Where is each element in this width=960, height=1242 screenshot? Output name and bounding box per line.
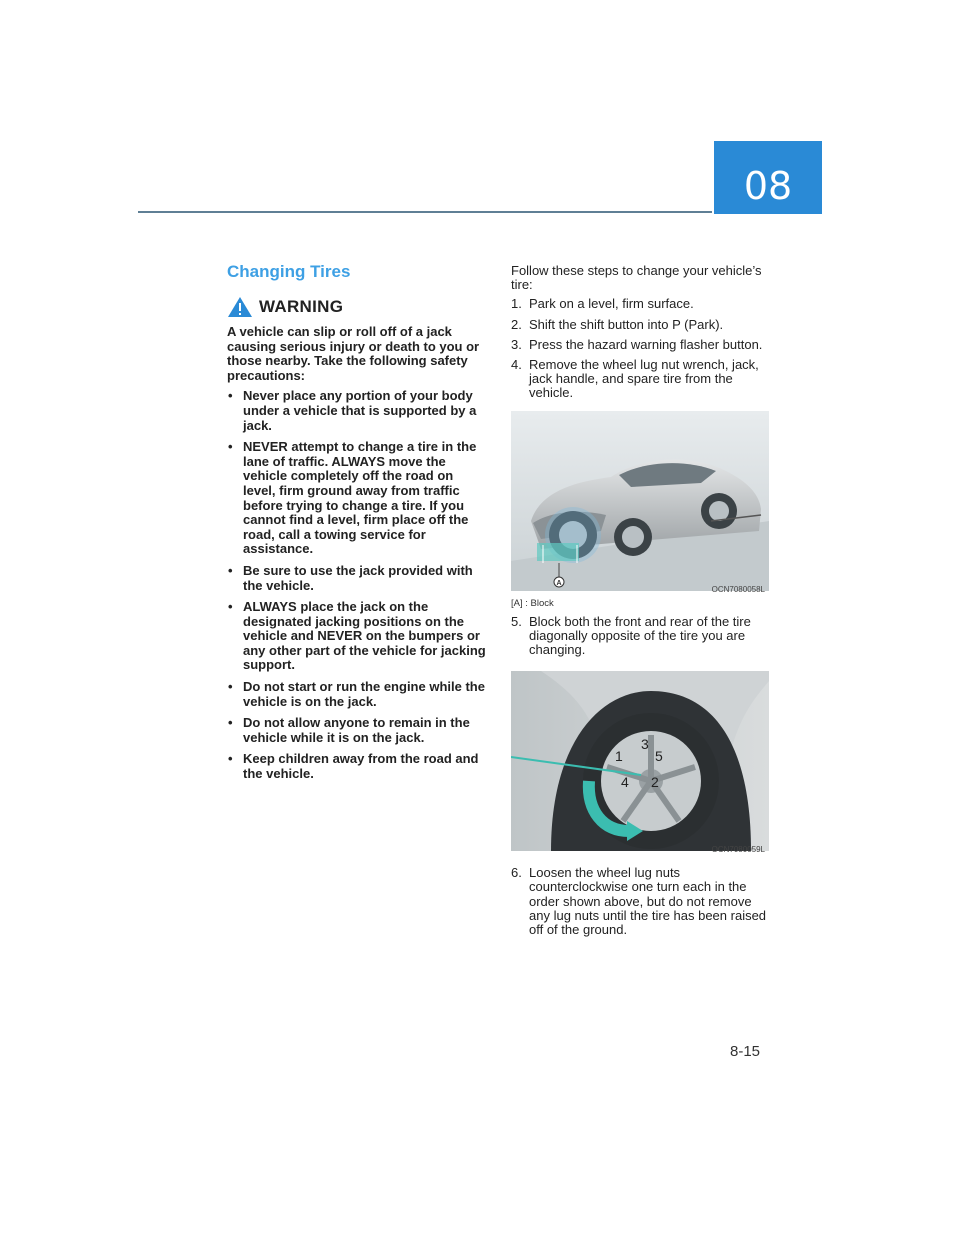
list-item: • Do not allow anyone to remain in the vehicle while it is on the jack. [228, 715, 470, 745]
lug-label-5: 5 [655, 748, 663, 765]
lug-label-2: 2 [651, 774, 659, 791]
list-item: • ALWAYS place the jack on the designated jacking positions on the vehicle and NEVER on the bumpers or any other part of the vehicle for jacking support. [228, 599, 486, 673]
list-item: • Be sure to use the jack provided with the vehicle. [228, 562, 473, 593]
header-rule [138, 211, 712, 213]
wheel-figure [511, 671, 769, 856]
step-item: 4. Remove the wheel lug nut wrench, jack, jack handle, and spare tire from the vehicle. [511, 357, 759, 401]
car-jack-figure [511, 411, 769, 596]
figure-caption: [A] : Block [511, 597, 554, 609]
list-item: • Keep children away from the road and the vehicle. [228, 751, 479, 782]
figure-marker-a: A [556, 579, 562, 587]
step-item: 6. Loosen the wheel lug nuts counterclockwise one turn each in the order shown above, but do not remove any lug nuts until the tire has been raised off of the ground. [511, 865, 767, 938]
step-item: 2. Shift the shift button into P (Park). [511, 316, 724, 332]
wheel-illustration [511, 671, 769, 851]
list-item: • Never place any portion of your body under a vehicle that is supported by a jack. [228, 388, 477, 433]
steps-list-b [511, 615, 773, 658]
chapter-tab: 08 [714, 141, 822, 214]
warning-intro: A vehicle can slip or roll off of a jack causing serious injury or death to you or those nearby. Take the following safety precautions: [227, 324, 480, 383]
lug-label-3: 3 [641, 736, 649, 753]
left-column [227, 262, 489, 789]
list-item: • Do not start or run the engine while the vehicle is on the jack. [228, 679, 485, 709]
lug-label-1: 1 [615, 748, 623, 765]
right-column [511, 264, 773, 943]
steps-list-a [511, 297, 773, 400]
step-item: 1. Park on a level, firm surface. [511, 296, 694, 312]
warning-header [227, 296, 489, 318]
step-item: 5. Block both the front and rear of the tire diagonally opposite of the tire you are changing. [511, 613, 751, 658]
car-illustration [511, 411, 769, 591]
section-title: Changing Tires [227, 262, 351, 281]
figure-code: OCN7080058L [711, 584, 765, 594]
step-item: 3. Press the hazard warning flasher button. [511, 336, 763, 352]
lug-label-4: 4 [621, 774, 629, 791]
warning-triangle-icon [227, 296, 253, 318]
warning-bullets [227, 389, 489, 781]
steps-list-c [511, 866, 773, 937]
warning-label: WARNING [259, 297, 344, 316]
figure-code: OCN7080059L [711, 845, 765, 855]
steps-intro: Follow these steps to change your vehicle’s tire: [511, 263, 762, 293]
list-item: • NEVER attempt to change a tire in the lane of traffic. ALWAYS move the vehicle completely off the road on level, firm ground away from traffic before trying to change a tire. If you cannot find a level, firm place off the road, call a towing service for assistance. [228, 439, 477, 557]
page-number: 8-15 [730, 1043, 761, 1060]
